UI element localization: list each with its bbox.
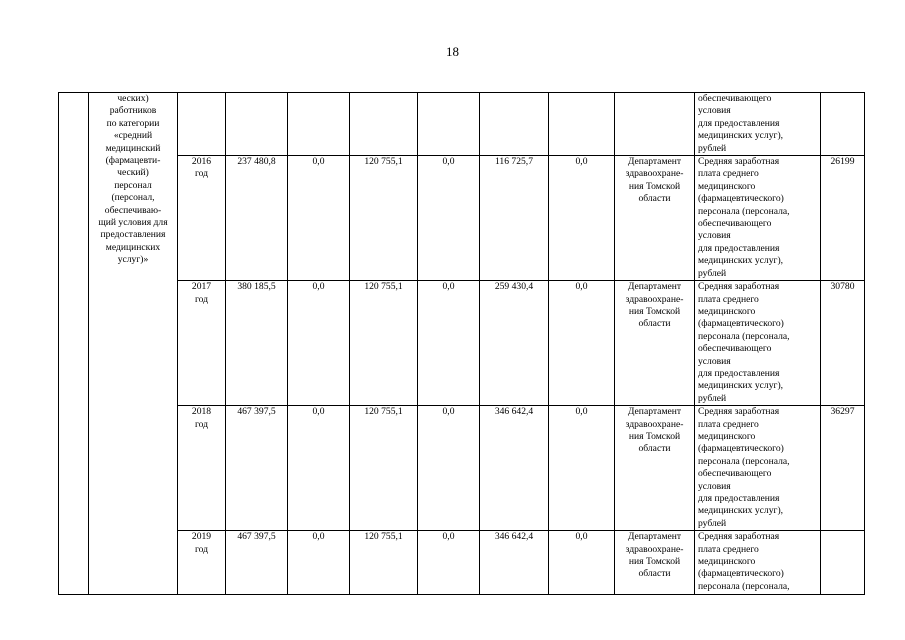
cell-line: медицинских услуг), <box>698 130 784 142</box>
cell-line: обеспечивающего <box>698 218 772 230</box>
federal-cell: 0,0 <box>288 281 350 406</box>
offbudget-cell: 346 642,4 <box>480 406 549 531</box>
cell-line: обеспечивающего <box>698 468 772 480</box>
cell-line: 2017 <box>191 281 212 293</box>
cell-line: для предоставления <box>698 242 780 254</box>
year-cell <box>178 406 226 531</box>
cell-line: обеспечивающего <box>698 93 772 104</box>
offbudget-cell <box>480 93 549 156</box>
table-row <box>59 406 865 531</box>
department-cell <box>615 156 695 281</box>
other-cell: 0,0 <box>549 406 615 531</box>
cell-line: Департамент <box>627 156 682 168</box>
cell-line: год <box>194 293 209 305</box>
cell-line: ния Томской <box>628 430 681 442</box>
cell-line: Средняя заработная <box>698 281 780 293</box>
cell-line: медицинских услуг), <box>698 380 784 392</box>
cell-line: ния Томской <box>628 180 681 192</box>
row-number-cell <box>59 93 89 595</box>
cell-line: 2019 <box>191 531 212 543</box>
cell-line: медицинского <box>698 556 756 568</box>
measure-name-cell <box>89 93 178 595</box>
regional-cell: 120 755,1 <box>350 531 418 595</box>
cell-line: плата среднего <box>698 543 759 555</box>
indicator-cell <box>695 406 821 531</box>
indicator-cell <box>695 93 821 156</box>
cell-line: здравоохране- <box>625 168 684 180</box>
cell-line: работников <box>109 105 157 117</box>
cell-line: для предоставления <box>698 493 780 504</box>
regional-cell <box>350 93 418 156</box>
cell-line: условия <box>698 105 731 117</box>
cell-line: Департамент <box>627 281 682 293</box>
cell-line: Средняя заработная <box>698 156 780 168</box>
year-cell <box>178 531 226 595</box>
cell-line: для предоставления <box>698 367 780 379</box>
cell-line: (фармацевтического) <box>698 318 784 330</box>
other-cell: 0,0 <box>549 531 615 595</box>
cell-line: обеспечиваю- <box>104 204 162 216</box>
cell-line: рублей <box>698 267 727 279</box>
cell-line: условия <box>698 230 731 242</box>
cell-line: рублей <box>698 142 727 154</box>
local-cell: 0,0 <box>418 281 480 406</box>
cell-line: 2016 <box>191 156 212 168</box>
federal-cell <box>288 93 350 156</box>
cell-line: медицинского <box>698 430 756 442</box>
regional-cell: 120 755,1 <box>350 281 418 406</box>
indicator-value-cell: 36297 <box>821 406 865 531</box>
cell-line: персонал <box>114 179 152 191</box>
year-cell <box>178 156 226 281</box>
other-cell <box>549 93 615 156</box>
table-row <box>59 281 865 406</box>
cell-line: плата среднего <box>698 293 759 305</box>
cell-line: год <box>194 418 209 430</box>
indicator-value-cell <box>821 531 865 595</box>
cell-line: персонала (персонала, <box>698 205 790 217</box>
department-cell <box>615 93 695 156</box>
year-cell <box>178 281 226 406</box>
cell-line: щий условия для <box>98 217 168 229</box>
indicator-value-cell <box>821 93 865 156</box>
cell-line: рублей <box>698 517 727 529</box>
cell-line: для предоставления <box>698 117 780 129</box>
federal-cell: 0,0 <box>288 531 350 595</box>
cell-line: области <box>638 443 671 455</box>
cell-line: (фармацевти- <box>105 155 161 167</box>
table-body <box>59 93 865 595</box>
cell-line: 2018 <box>191 406 212 418</box>
indicator-value-cell: 26199 <box>821 156 865 281</box>
department-cell <box>615 406 695 531</box>
offbudget-cell: 116 725,7 <box>480 156 549 281</box>
table-row <box>59 156 865 281</box>
cell-line: персонала (персонала, <box>698 580 790 592</box>
regional-cell: 120 755,1 <box>350 406 418 531</box>
cell-line: здравоохране- <box>625 418 684 430</box>
other-cell: 0,0 <box>549 281 615 406</box>
regional-cell: 120 755,1 <box>350 156 418 281</box>
total-cell <box>226 93 288 156</box>
cell-line: медицинских <box>105 241 161 253</box>
cell-line: ния Томской <box>628 305 681 317</box>
cell-line: год <box>194 543 209 555</box>
cell-line: Департамент <box>627 406 682 418</box>
cell-line: плата среднего <box>698 418 759 430</box>
local-cell: 0,0 <box>418 156 480 281</box>
cell-line: Департамент <box>627 531 682 543</box>
year-cell <box>178 93 226 156</box>
cell-line: (персонал, <box>111 192 155 204</box>
cell-line: по категории <box>106 117 160 129</box>
cell-line: ческий) <box>117 167 149 179</box>
federal-cell: 0,0 <box>288 406 350 531</box>
total-cell: 467 397,5 <box>226 406 288 531</box>
offbudget-cell: 346 642,4 <box>480 531 549 595</box>
cell-line: области <box>638 193 671 205</box>
cell-line: обеспечивающего <box>698 343 772 355</box>
cell-line: Средняя заработная <box>698 531 780 543</box>
indicator-cell <box>695 531 821 595</box>
total-cell: 467 397,5 <box>226 531 288 595</box>
cell-line: условия <box>698 480 731 492</box>
federal-cell: 0,0 <box>288 156 350 281</box>
other-cell: 0,0 <box>549 156 615 281</box>
cell-line: области <box>638 568 671 580</box>
cell-line: услуг)» <box>117 254 149 266</box>
indicator-cell <box>695 281 821 406</box>
cell-line: (фармацевтического) <box>698 443 784 455</box>
cell-line: ния Томской <box>628 556 681 568</box>
total-cell: 237 480,8 <box>226 156 288 281</box>
cell-line: год <box>194 168 209 180</box>
page-number: 18 <box>446 44 459 59</box>
cell-line: условия <box>698 355 731 367</box>
table-row-continuation <box>59 93 865 156</box>
cell-line: медицинского <box>698 305 756 317</box>
cell-line: предоставления <box>100 229 166 241</box>
cell-line: рублей <box>698 392 727 404</box>
cell-line: области <box>638 318 671 330</box>
cell-line: здравоохране- <box>625 293 684 305</box>
cell-line: (фармацевтического) <box>698 193 784 205</box>
table-row <box>59 531 865 595</box>
department-cell <box>615 281 695 406</box>
cell-line: медицинский <box>105 142 161 154</box>
department-cell <box>615 531 695 595</box>
offbudget-cell: 259 430,4 <box>480 281 549 406</box>
local-cell: 0,0 <box>418 406 480 531</box>
cell-line: Средняя заработная <box>698 406 780 418</box>
local-cell <box>418 93 480 156</box>
cell-line: персонала (персонала, <box>698 330 790 342</box>
program-table <box>58 92 865 595</box>
indicator-value-cell: 30780 <box>821 281 865 406</box>
cell-line: плата среднего <box>698 168 759 180</box>
cell-line: медицинских услуг), <box>698 255 784 267</box>
cell-line: медицинских услуг), <box>698 505 784 517</box>
indicator-cell <box>695 156 821 281</box>
local-cell: 0,0 <box>418 531 480 595</box>
cell-line: «средний <box>113 130 153 142</box>
cell-line: персонала (персонала, <box>698 455 790 467</box>
cell-line: здравоохране- <box>625 543 684 555</box>
cell-line: (фармацевтического) <box>698 568 784 580</box>
total-cell: 380 185,5 <box>226 281 288 406</box>
cell-line: медицинского <box>698 180 756 192</box>
cell-line: ческих) <box>117 93 149 104</box>
